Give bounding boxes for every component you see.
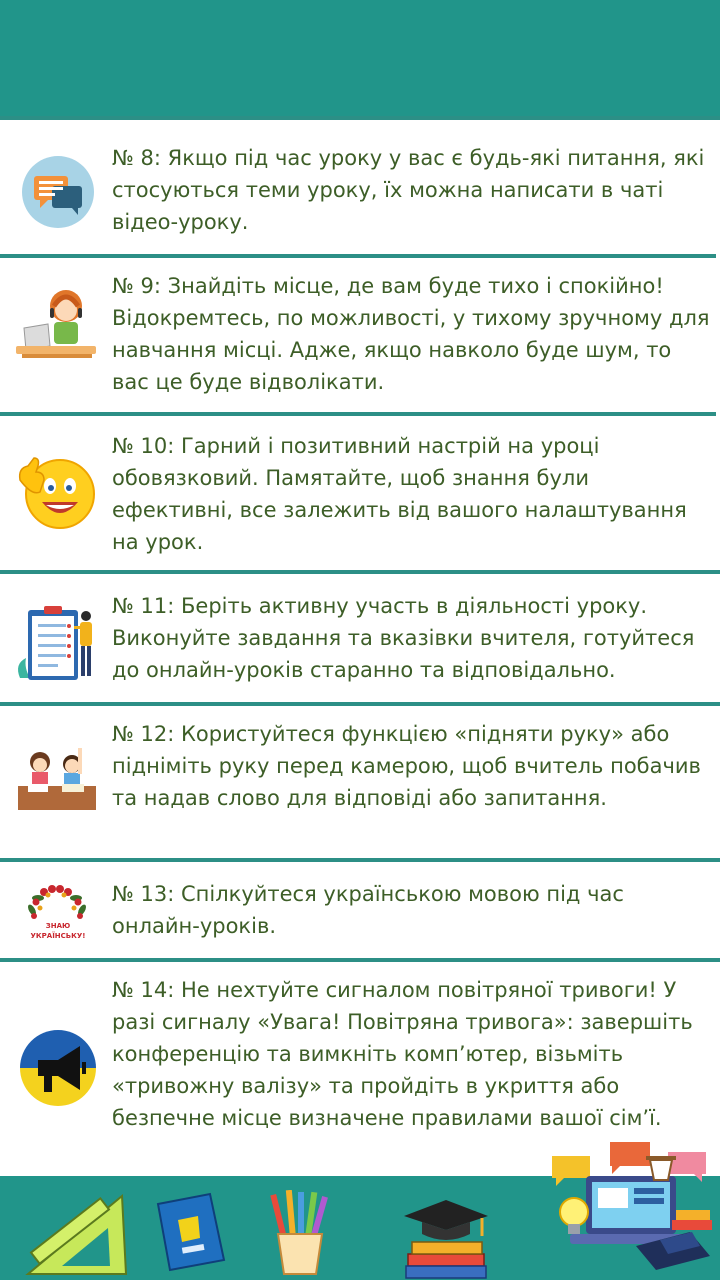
- wreath-caption-line: УКРАЇНСЬКУ!: [30, 932, 86, 940]
- graduation-cap-books-icon: [400, 1196, 492, 1280]
- divider: [0, 412, 716, 416]
- notebook-icon: [152, 1190, 230, 1274]
- pencil-cup-icon: [268, 1190, 334, 1276]
- divider: [0, 570, 720, 574]
- girl-laptop-icon: [14, 284, 100, 368]
- rule-item-13: № 13: Спілкуйтеся українською мовою під час онлайн-уроків.: [112, 882, 624, 938]
- rule-item-11: № 11: Беріть активну участь в діяльності уроку. Виконуйте завдання та вказівки вчителя, готуйтеся до онлайн-уроків старанно та відповідально.: [112, 594, 695, 682]
- divider: [0, 254, 716, 258]
- chat-bubbles-icon: [14, 152, 100, 228]
- children-raising-hand-icon: [14, 734, 100, 814]
- divider: [0, 702, 720, 706]
- divider: [0, 958, 720, 962]
- rule-item-12: № 12: Користуйтеся функцією «підняти руку» або підніміть руку перед камерою, щоб вчитель побачив та надав слово для відповіді або запитання.: [112, 722, 701, 810]
- checklist-clipboard-icon: [14, 600, 100, 684]
- ruler-triangle-icon: [22, 1186, 132, 1276]
- rule-item-8: № 8: Якщо під час уроку у вас є будь-які питання, які стосуються теми уроку, їх можна написати в чаті відео-уроку.: [112, 146, 705, 234]
- smiley-thumbs-up-icon: [14, 450, 100, 534]
- wreath-icon: [14, 880, 100, 946]
- wreath-caption-line: ЗНАЮ: [45, 922, 71, 930]
- rule-item-14: № 14: Не нехтуйте сигналом повітряної тривоги! У разі сигналу «Увага! Повітряна тривога»: завершіть конференцію та вимкніть комп’ютер, візьміть «тривожну валізу» та пройдіть в укриття або безпечне місце визначене правилами вашої сім’ї.: [112, 978, 693, 1130]
- header-bar: [0, 0, 720, 120]
- megaphone-alert-icon: [14, 1026, 100, 1110]
- rule-item-9: № 9: Знайдіть місце, де вам буде тихо і спокійно! Відокремтесь, по можливості, у тихому зручному для навчання місці. Адже, якщо навколо буде шум, то вас це буде відволікати.: [112, 274, 710, 394]
- rule-item-10: № 10: Гарний і позитивний настрій на уроці обовязковий. Памятайте, щоб знання були ефективні, все залежить від вашого налаштування на урок.: [112, 434, 687, 554]
- divider: [0, 858, 720, 862]
- online-learning-illustration: [540, 1136, 716, 1278]
- divider: [0, 116, 720, 120]
